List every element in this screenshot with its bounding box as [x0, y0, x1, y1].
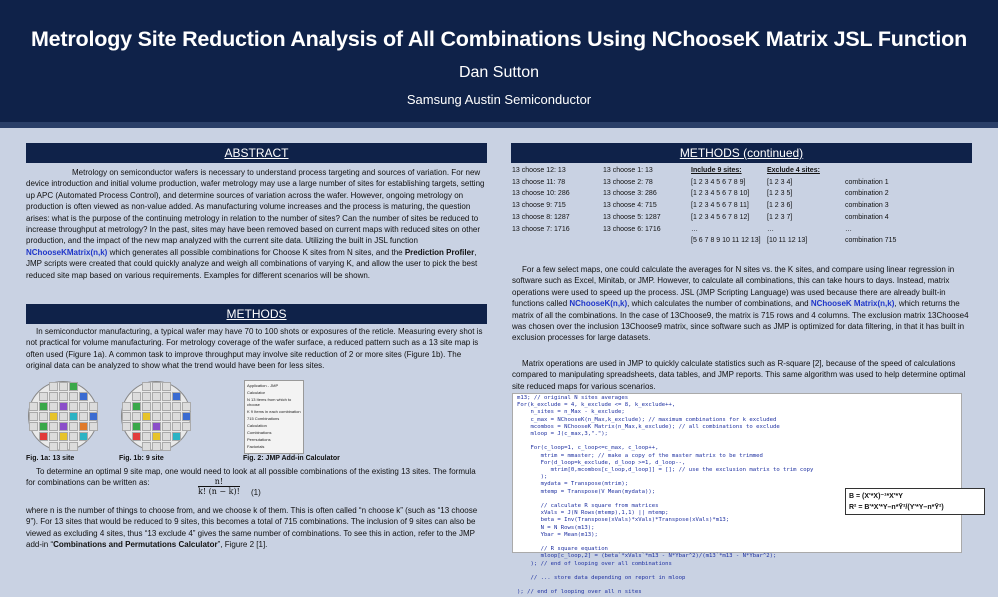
list-item: combination 2: [845, 190, 889, 198]
wafer-shot: [89, 402, 98, 411]
wafer-shot: [132, 412, 141, 421]
list-item: [10 11 12 13]: [767, 237, 808, 245]
wafer-shot: [162, 432, 171, 441]
wafer-shot: [39, 412, 48, 421]
wafer-shot: [142, 422, 151, 431]
wafer-shot: [172, 402, 181, 411]
list-item: [1 2 3 7]: [767, 213, 793, 221]
author-name: Dan Sutton: [458, 64, 540, 81]
list-item: combination 715: [845, 237, 897, 245]
wafer-shot: [122, 422, 131, 431]
jmp-option-combinations: Combinations: [247, 430, 272, 435]
list-item: 13 choose 8: 1287: [512, 213, 570, 221]
list-item: 13 choose 10: 286: [512, 190, 570, 198]
methods-continued-heading: METHODS (continued): [511, 143, 972, 163]
abstract-heading: ABSTRACT: [26, 143, 487, 163]
wafer-shot: [29, 402, 38, 411]
methods-heading: METHODS: [26, 304, 487, 324]
jmp-calculator-figure: [244, 380, 304, 454]
list-item: [1 2 3 4 5 6 7 8 10]: [691, 190, 750, 198]
wafer-shot: [132, 402, 141, 411]
wafer-shot: [29, 422, 38, 431]
list-item: [1 2 3 4 5 6 7 8 9]: [691, 178, 746, 186]
list-item: [1 2 3 4]: [767, 178, 793, 186]
wafer-shot: [182, 422, 191, 431]
list-item: …: [845, 225, 852, 233]
methods-continued-paragraph-2: Matrix operations are used in JMP to quickly calculate statistics such as R-square [2], because of the speed of calculations compared to manipulating spreadsheets, data tables, and JMP reports. This same algorithm was used to help determine optimal site reduced maps for various scenarios.: [512, 359, 966, 391]
n-choose-k-inverse-column: [603, 165, 661, 235]
wafer-shot: [152, 442, 161, 451]
wafer-shot: [79, 392, 88, 401]
wafer-shot: [162, 382, 171, 391]
beta-equation: B = (X'*X)⁻¹*X'*Y: [849, 493, 903, 500]
wafer-shot: [69, 382, 78, 391]
wafer-shot: [122, 412, 131, 421]
r-squared-equation: R² = B'*X'*Y–n*Ȳ²/(Y'*Y–n*Ȳ²): [849, 504, 944, 511]
list-item: 13 choose 7: 1716: [512, 225, 570, 233]
wafer-shot: [69, 432, 78, 441]
fig-2-caption: Fig. 2: JMP Add-in Calculator: [243, 455, 340, 462]
wafer-shot: [162, 412, 171, 421]
wafer-shot: [79, 422, 88, 431]
wafer-shot: [59, 422, 68, 431]
list-item: 13 choose 2: 78: [603, 178, 653, 186]
n-choose-k-column: [512, 165, 570, 235]
list-item: 13 choose 5: 1287: [603, 213, 661, 221]
wafer-shot: [162, 422, 171, 431]
wafer-shot: [49, 442, 58, 451]
wafer-shot: [162, 392, 171, 401]
exclude-header: Exclude 4 sites:: [767, 167, 820, 174]
wafer-shot: [39, 422, 48, 431]
list-item: …: [767, 225, 774, 233]
wafer-shot: [49, 432, 58, 441]
jmp-calculator-label: Calculator: [247, 390, 266, 395]
wafer-shot: [152, 402, 161, 411]
fig-1a-caption: Fig. 1a: 13 site: [26, 455, 75, 462]
formula-denominator: k! (n − k)!: [198, 487, 240, 496]
wafer-map-13-site: [28, 381, 98, 451]
jmp-option-factorials: Factorials: [247, 444, 265, 449]
poster-title: Metrology Site Reduction Analysis of All Combinations Using NChooseK Matrix JSL Function: [30, 27, 968, 51]
regression-equations: [845, 488, 985, 515]
list-item: …: [691, 225, 698, 233]
list-item: 13 choose 9: 715: [512, 202, 566, 210]
wafer-shot: [142, 382, 151, 391]
wafer-shot: [79, 402, 88, 411]
wafer-shot: [89, 422, 98, 431]
wafer-shot: [172, 422, 181, 431]
wafer-shot: [152, 432, 161, 441]
exclude-sites-column: [767, 165, 820, 247]
wafer-shot: [59, 432, 68, 441]
methods-paragraph-1: In semiconductor manufacturing, a typical wafer may have 70 to 100 shots or exposures of the reticle. Measuring every shot is not practical for volume manufacturing. For metrology coverage of the wafer surface, a reduced pattern such as a 13 site map is often used (Figure 1a). A common task to improve throughput may involve site reduction of 2 or more sites (Figure 1b). The original data can be analyzed to show what the trend would have been for less sites.: [26, 327, 483, 371]
jmp-k-field: K 9 Items in each combination: [247, 409, 301, 414]
wafer-shot: [172, 392, 181, 401]
wafer-shot: [152, 382, 161, 391]
jsl-code-block: m13; // original N sites averages For(k_exclude = 4, k_exclude <= 8, k_exclude++, n_sites = n_Max - k_exclude; c_max = NChooseK(n_Max,k_exclude); // maximum combinations for k excluded mcombos = NChooseK Matrix(n_Max,k_exclude); // all combinations to exclude mloop = J(c_max,3,"."); For(c_loop=1, c_loop<=c_max, c_loop++, mtrim = mmaster; // make a copy of the master matrix to be trimmed For(d_loop=k_exclude, d_loop >=1, d_loop--, mtrim[0,mcombos[c_loop,d_loop]] = []; // use the exclusion matrix to trim copy ); mydata = Transpose(mtrim); mtemp = Transpose(V Mean(mydata)); // calculate R square from matrices xVals = J(N Rows(mtemp),1,1) || mtemp; beta = Inv(Transpose(xVals)*xVals)*Transpose(xVals)*m13; N = N Rows(m13); Ybar = Mean(m13); // R square equation mloop[c_loop,2] = (beta`*xVals`*m13 - N*Ybar^2)/(m13`*m13 - N*Ybar^2); ); // end of looping over all combinations // ... store data depending on report in mloop ); // end of looping over all n sites: [512, 393, 962, 553]
list-item: 13 choose 11: 78: [512, 178, 566, 186]
wafer-shot: [59, 442, 68, 451]
wafer-shot: [162, 402, 171, 411]
jmp-calculation-label: Calculation: [247, 423, 267, 428]
wafer-shot: [142, 392, 151, 401]
methods-paragraph-3: where n is the number of things to choose from, and we choose k of them. This is often called “n choose k” (such as “13 choose 9”). For 13 sites that would be reduced to 9 sites, this becomes a total of 715 combinations. The inclusion of 9 sites can also be viewed as excluding 4 sites, thus “13 exclude 4” gives the same number of combinations. To see this in action, refer to the JMP add-in “Combinations and Permutations Calculator”, Figure 2 [1].: [26, 506, 478, 550]
list-item: 13 choose 12: 13: [512, 167, 566, 174]
wafer-shot: [69, 392, 78, 401]
wafer-shot: [142, 412, 151, 421]
wafer-shot: [39, 432, 48, 441]
list-item: [1 2 3 5]: [767, 190, 793, 198]
wafer-shot: [132, 392, 141, 401]
wafer-shot: [142, 402, 151, 411]
list-item: combination 4: [845, 213, 889, 221]
combination-formula: [198, 477, 240, 496]
list-item: [1 2 3 4 5 6 7 8 11]: [691, 202, 749, 210]
wafer-shot: [162, 442, 171, 451]
wafer-shot: [59, 402, 68, 411]
wafer-shot: [39, 392, 48, 401]
wafer-shot: [49, 402, 58, 411]
abstract-text: Metrology on semiconductor wafers is necessary to understand process targeting and sources of variation. For new device introduction and initial volume production, wafer metrology may use a large number of sites for establishing targets, setting up APC (Automated Process Control), and determine sources of variation across the wafer. However, ongoing metrology on production is often viewed as non-value added. As manufacturing volume increases and the process is maturing, the question arises: what is the purpose of the continuing metrology in relation to the number of sites? Can the number of sites be reduced to increase throughput at metrology? In the past, sites may have been removed based on current maps with reduced sites on other production, and the impact of the new map analyzed with the current site data. Utilizing the built in JSL function NChooseKMatrix(n,k) which generates all possible combinations for Choose K sites from N sites, and the Prediction Profiler, JMP scripts were created that could quickly analyze and weigh all combinations of varying K, and allow the user to pick the best reduced site map based on various requirements. Examples for different scenarios will be shown.: [26, 168, 485, 280]
wafer-shot: [69, 422, 78, 431]
wafer-shot: [132, 422, 141, 431]
include-sites-column: [691, 165, 761, 247]
wafer-shot: [89, 412, 98, 421]
wafer-shot: [29, 412, 38, 421]
wafer-shot: [172, 412, 181, 421]
list-item: 13 choose 4: 715: [603, 202, 657, 210]
fig-1b-caption: Fig. 1b: 9 site: [119, 455, 164, 462]
wafer-shot: [152, 412, 161, 421]
list-item: 13 choose 6: 1716: [603, 225, 661, 233]
organization: Samsung Austin Semiconductor: [406, 92, 592, 107]
methods-paragraph-2: To determine an optimal 9 site map, one would need to look at all possible combinations of the existing 13 sites. The formula for combinations can be written as:: [26, 467, 476, 488]
jmp-result: 715 Combinations: [247, 416, 280, 421]
list-item: 13 choose 3: 286: [603, 190, 657, 198]
combination-index-column: [845, 177, 896, 247]
wafer-shot: [132, 432, 141, 441]
wafer-shot: [59, 412, 68, 421]
list-item: combination 1: [845, 178, 889, 186]
wafer-shot: [59, 392, 68, 401]
wafer-shot: [69, 402, 78, 411]
formula-number: (1): [251, 488, 261, 497]
list-item: combination 3: [845, 202, 889, 210]
methods-continued-paragraph-1: For a few select maps, one could calculate the averages for N sites vs. the K sites, and compare using linear regression in software such as Excel, Minitab, or JMP. However, to calculate all combinations, this can take hours to days. Instead, matrix operations were used to speed up the process. JSL (JMP Scripting Language) was used because there are already built-in functions called NChooseK(n,k), which calculates the number of combinations, and NChooseK Matrix(n,k), which returns the matrix of all the combinations. In the case of 13Choose9, the matrix is 715 rows and 4 columns. The exclusion matrix 13Choose4 was chosen over the inclusion 13Choose9 matrix, since software such as JMP is optimized for data filtering, in that it has built in exclusion processes for large datasets.: [512, 265, 969, 343]
wafer-shot: [182, 402, 191, 411]
wafer-shot: [172, 432, 181, 441]
include-header: Include 9 sites:: [691, 167, 742, 174]
wafer-shot: [49, 412, 58, 421]
wafer-shot: [152, 422, 161, 431]
wafer-shot: [49, 392, 58, 401]
wafer-shot: [152, 392, 161, 401]
formula-numerator: n!: [198, 477, 240, 487]
list-item: [5 6 7 8 9 10 11 12 13]: [691, 237, 761, 245]
wafer-shot: [122, 402, 131, 411]
wafer-shot: [49, 382, 58, 391]
jmp-n-field: N 13 Items from which to choose: [247, 397, 292, 407]
wafer-shot: [49, 422, 58, 431]
list-item: 13 choose 1: 13: [603, 167, 653, 174]
jmp-option-permutations: Permutations: [247, 437, 271, 442]
list-item: [1 2 3 4 5 6 7 8 12]: [691, 213, 750, 221]
jmp-window-title: Application - JMP: [247, 383, 279, 388]
wafer-shot: [59, 382, 68, 391]
poster-header: [0, 0, 998, 128]
wafer-shot: [39, 402, 48, 411]
wafer-shot: [142, 432, 151, 441]
wafer-shot: [69, 442, 78, 451]
wafer-map-9-site: [121, 381, 191, 451]
wafer-shot: [79, 412, 88, 421]
list-item: [1 2 3 6]: [767, 202, 793, 210]
wafer-shot: [79, 432, 88, 441]
wafer-shot: [142, 442, 151, 451]
wafer-shot: [69, 412, 78, 421]
wafer-shot: [182, 412, 191, 421]
